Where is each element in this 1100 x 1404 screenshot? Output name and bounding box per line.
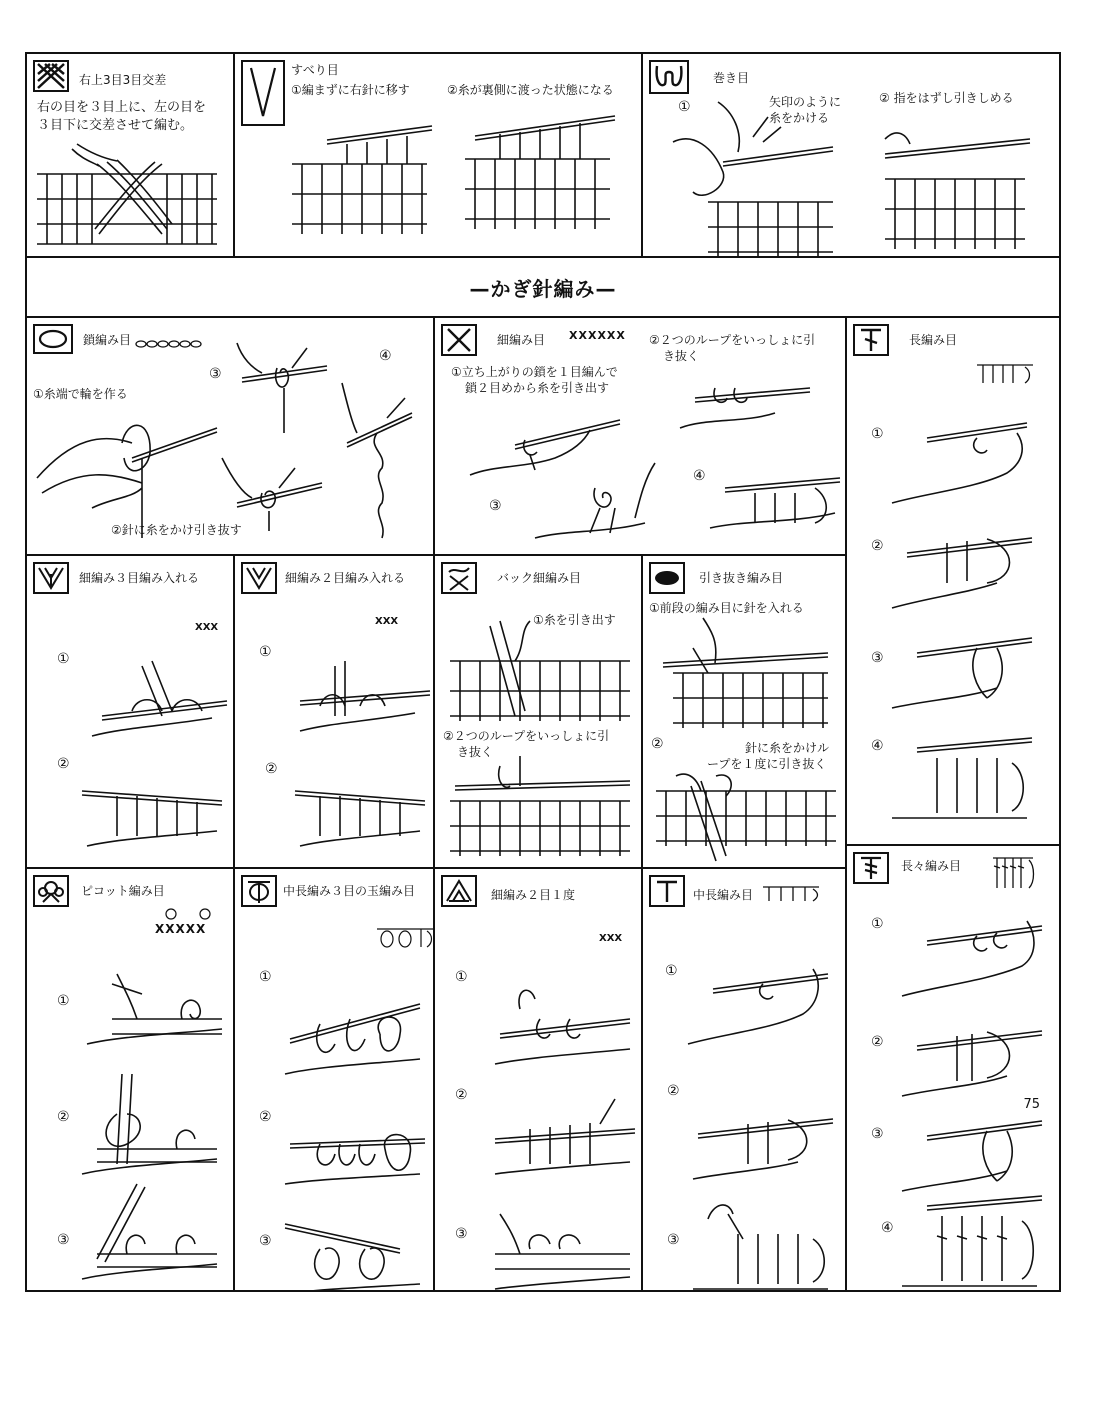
single-crochet-step2-illustration [675, 368, 815, 438]
cable-cross-panel [25, 52, 235, 258]
sc-decrease-step1-number: ① [455, 969, 468, 985]
picot-step3-number: ③ [57, 1232, 70, 1248]
sc-decrease-icon [441, 875, 477, 907]
double-crochet-step1-illustration [887, 418, 1037, 508]
twisted-loop-step1-illustration [663, 92, 843, 257]
cable-cross-title: 右上3目3目交差 [79, 73, 167, 87]
chain-stitch-symbol [135, 338, 205, 350]
puff-stitch-step3-number: ③ [259, 1233, 272, 1249]
slip-stitch-panel [233, 52, 643, 258]
puff-stitch-step2-illustration [280, 1094, 430, 1194]
picot-panel [25, 867, 235, 1292]
slip-stitch-crochet-step2-line2: ープを１度に引き抜く [707, 757, 827, 771]
double-crochet-step1-number: ① [871, 426, 884, 442]
puff-stitch-symbol [375, 927, 435, 949]
sc-two-inc-icon [241, 562, 277, 594]
chain-step1-label: ①糸端で輪を作る [33, 387, 128, 401]
single-crochet-step2-line1: ②２つのループをいっしょに引 [649, 333, 816, 347]
double-crochet-symbol [975, 363, 1035, 387]
cable-cross-desc-1: 右の目を３目上に、左の目を [37, 100, 207, 115]
puff-stitch-title: 中長編み３目の玉編み目 [283, 884, 416, 898]
chain-step1-illustration [32, 398, 222, 538]
sc-decrease-title: 細編み２目１度 [491, 888, 576, 902]
double-crochet-step4-number: ④ [871, 738, 884, 754]
single-crochet-step1-line1: ①立ち上がりの鎖を１目編んで [451, 365, 618, 379]
treble-crochet-title: 長々編み目 [901, 859, 962, 873]
slip-stitch-crochet-title: 引き抜き編み目 [699, 571, 784, 585]
puff-stitch-step1-number: ① [259, 969, 272, 985]
slip-stitch-crochet-step2-line1: 針に糸をかけル [745, 741, 830, 755]
double-crochet-panel [845, 316, 1061, 846]
treble-crochet-panel [845, 844, 1061, 1292]
single-crochet-step3-number: ③ [489, 498, 502, 514]
treble-crochet-step2-illustration [897, 1016, 1047, 1106]
sc-two-inc-step1-illustration [290, 651, 430, 741]
treble-crochet-step4-number: ④ [881, 1220, 894, 1236]
picot-icon [33, 875, 69, 907]
sc-three-inc-step2-number: ② [57, 756, 70, 772]
twisted-loop-step2: ② 指をはずし引きしめる [879, 91, 1014, 105]
slip-stitch-crochet-step1: ①前段の編み目に針を入れる [649, 601, 804, 615]
reverse-sc-panel [433, 554, 643, 869]
half-double-panel [641, 867, 847, 1292]
single-crochet-x-icon [441, 324, 477, 356]
single-crochet-step3-illustration [515, 458, 665, 548]
twisted-loop-step1-line1: 矢印のように [769, 95, 842, 109]
crochet-section-title: —かぎ針編み— [469, 277, 617, 301]
sc-three-inc-icon [33, 562, 69, 594]
reverse-sc-step1: ①糸を引き出す [533, 613, 616, 627]
sc-two-inc-panel [233, 554, 435, 869]
slip-stitch-step2-illustration [460, 114, 620, 234]
slip-stitch-v-icon [241, 60, 285, 126]
slip-stitch-step1-illustration [287, 124, 437, 244]
chain-stitch-panel [25, 316, 435, 556]
double-crochet-step4-illustration [887, 733, 1037, 823]
half-double-title: 中長編み目 [693, 888, 754, 902]
twisted-loop-icon [649, 60, 689, 94]
sc-three-inc-step1-illustration [82, 656, 232, 746]
picot-symbol: XXXXX [155, 922, 207, 936]
puff-stitch-step3-illustration [280, 1204, 430, 1292]
page-number: 75 [1023, 1097, 1040, 1112]
half-double-step1-illustration [683, 959, 833, 1049]
picot-step3-illustration [77, 1179, 227, 1289]
single-crochet-step1-line2: 鎖２目めから糸を引き出す [465, 381, 610, 395]
sc-three-inc-panel [25, 554, 235, 869]
sc-three-inc-symbol: XXX [195, 622, 219, 633]
crochet-section-banner [25, 256, 1061, 318]
chain-step2-illustration [217, 453, 327, 533]
twisted-loop-panel [641, 52, 1061, 258]
half-double-step3-illustration [688, 1194, 838, 1292]
treble-crochet-icon [853, 852, 889, 884]
double-crochet-step3-illustration [887, 628, 1037, 718]
sc-decrease-step2-illustration [490, 1094, 640, 1184]
half-double-step2-number: ② [667, 1083, 680, 1099]
double-crochet-step2-number: ② [871, 538, 884, 554]
puff-stitch-step2-number: ② [259, 1109, 272, 1125]
sc-decrease-step1-illustration [490, 979, 640, 1069]
slip-stitch-crochet-step2-illustration [651, 766, 841, 866]
chain-step3-illustration [232, 338, 332, 438]
picot-symbol-loops [163, 907, 213, 921]
sc-two-inc-step1-number: ① [259, 644, 272, 660]
reverse-sc-step2-illustration [445, 756, 635, 856]
treble-crochet-step1-number: ① [871, 916, 884, 932]
slip-stitch-crochet-step1-illustration [653, 618, 833, 728]
picot-step1-number: ① [57, 993, 70, 1009]
reverse-sc-step1-illustration [445, 616, 635, 726]
sc-two-inc-symbol: XXX [375, 616, 399, 627]
chain-step4-illustration [337, 373, 417, 543]
single-crochet-step2-line2: き抜く [663, 349, 700, 363]
double-crochet-step3-number: ③ [871, 650, 884, 666]
single-crochet-panel [433, 316, 847, 556]
sc-three-inc-title: 細編み３目編み入れる [79, 571, 200, 585]
sc-decrease-step2-number: ② [455, 1087, 468, 1103]
chain-stitch-title: 鎖編み目 [83, 333, 132, 347]
treble-crochet-step3-illustration [897, 1111, 1047, 1201]
half-double-step1-number: ① [665, 963, 678, 979]
chain-step2-label: ②針に糸をかけ引き抜す [111, 523, 242, 537]
cable-cross-desc-2: ３目下に交差させて編む。 [37, 118, 194, 133]
treble-crochet-symbol [991, 856, 1035, 892]
single-crochet-step4-number: ④ [693, 468, 706, 484]
sc-decrease-panel [433, 867, 643, 1292]
puff-stitch-icon [241, 875, 277, 907]
picot-step1-illustration [82, 964, 232, 1064]
half-double-step2-illustration [688, 1094, 838, 1184]
cable-cross-illustration [37, 144, 227, 254]
half-double-step3-number: ③ [667, 1232, 680, 1248]
sc-two-inc-title: 細編み２目編み入れる [285, 571, 406, 585]
sc-three-inc-step2-illustration [77, 761, 227, 851]
picot-step2-illustration [77, 1074, 227, 1184]
single-crochet-title: 細編み目 [497, 333, 546, 347]
treble-crochet-step1-illustration [897, 911, 1047, 1001]
slip-stitch-title: すべり目 [291, 63, 339, 77]
twisted-loop-step1-line2: 糸をかける [769, 111, 830, 125]
chain-step3-number: ③ [209, 366, 222, 382]
sc-three-inc-step1-number: ① [57, 651, 70, 667]
picot-title: ピコット編み目 [81, 884, 165, 898]
sc-two-inc-step2-number: ② [265, 761, 278, 777]
half-double-symbol [761, 885, 821, 903]
chain-step4-number: ④ [379, 348, 392, 364]
slip-stitch-step1: ①編まずに右針に移す [291, 83, 410, 97]
slip-stitch-crochet-step2-number: ② [651, 736, 664, 752]
picot-step2-number: ② [57, 1109, 70, 1125]
half-double-t-icon [649, 875, 685, 907]
slip-stitch-dot-icon [649, 562, 685, 594]
treble-crochet-step3-number: ③ [871, 1126, 884, 1142]
twisted-loop-step2-illustration [875, 114, 1035, 254]
double-crochet-step2-illustration [887, 523, 1037, 613]
twisted-loop-title: 巻き目 [713, 71, 750, 85]
single-crochet-step4-illustration [705, 468, 845, 548]
double-crochet-t-icon [853, 324, 889, 356]
sc-decrease-step3-number: ③ [455, 1226, 468, 1242]
sc-decrease-symbol: XXX [599, 933, 623, 944]
reverse-sc-step2-line1: ②２つのループをいっしょに引 [443, 729, 610, 743]
treble-crochet-step2-number: ② [871, 1034, 884, 1050]
puff-stitch-panel [233, 867, 435, 1292]
double-crochet-title: 長編み目 [909, 333, 958, 347]
twisted-loop-step1-number: ① [678, 99, 691, 115]
puff-stitch-step1-illustration [280, 974, 430, 1084]
treble-crochet-step4-illustration [897, 1191, 1047, 1291]
slip-stitch-step2: ②糸が裏側に渡った状態になる [447, 83, 614, 97]
slip-stitch-crochet-panel [641, 554, 847, 869]
reverse-sc-icon [441, 562, 477, 594]
reverse-sc-step2-line2: き抜く [457, 745, 494, 759]
reverse-sc-title: バック細編み目 [497, 571, 582, 585]
sc-decrease-step3-illustration [490, 1204, 640, 1292]
chain-oval-icon [33, 324, 73, 354]
cable-cross-icon [33, 60, 69, 92]
sc-two-inc-step2-illustration [290, 761, 430, 851]
single-crochet-symbol: XXXXXX [569, 329, 626, 342]
